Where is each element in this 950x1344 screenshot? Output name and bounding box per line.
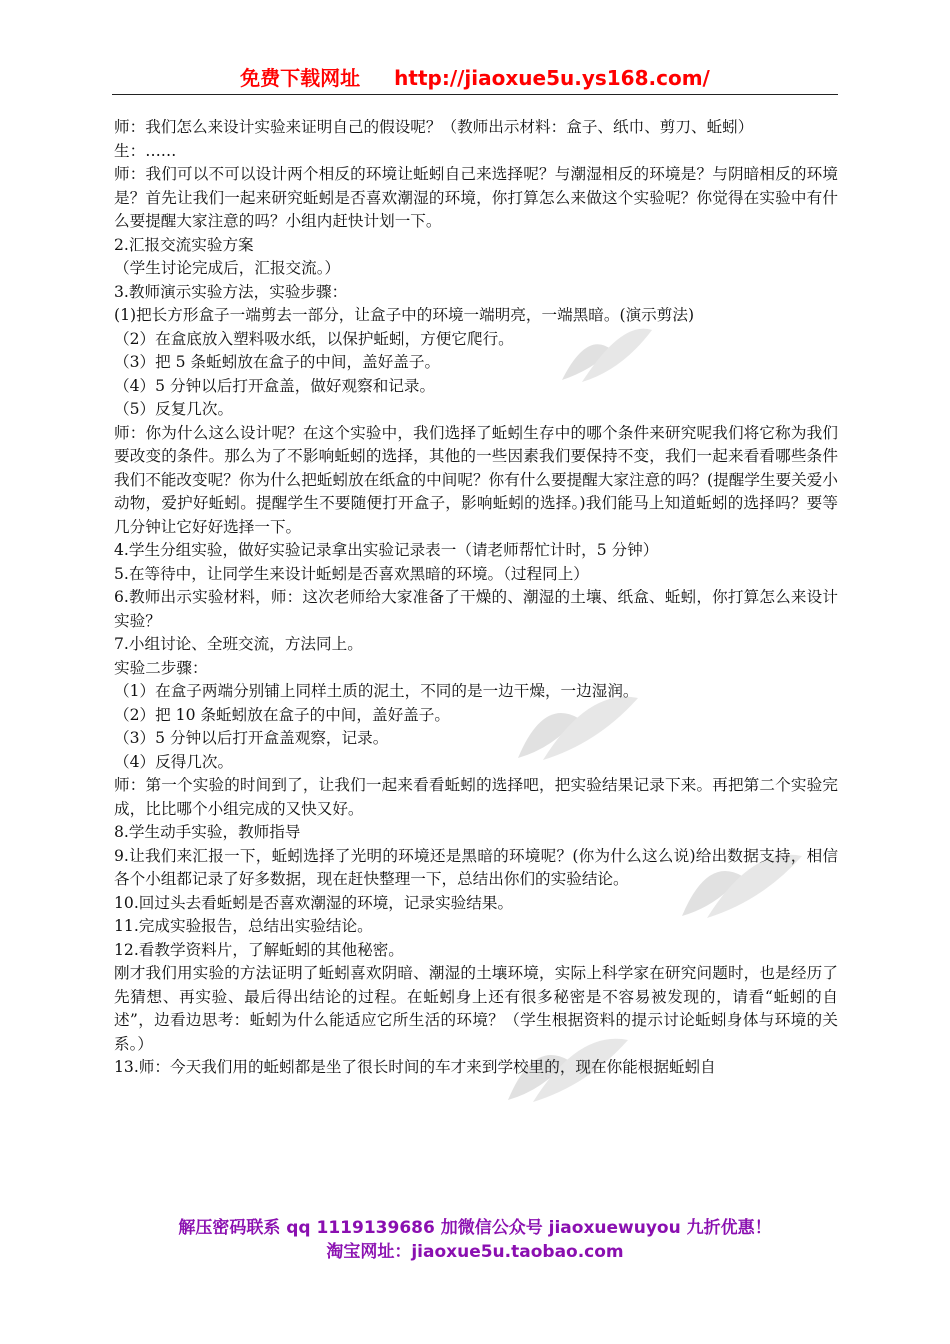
paragraph: 6.教师出示实验材料，师：这次老师给大家准备了干燥的、潮湿的土壤、纸盒、蚯蚓，你打算怎么来设计实验？ xyxy=(114,588,838,630)
paragraph: （2）在盒底放入塑料吸水纸，以保护蚯蚓，方便它爬行。 xyxy=(114,329,514,348)
paragraph: 师：我们可以不可以设计两个相反的环境让蚯蚓自己来选择呢？与潮湿相反的环境是？与阴暗相反的环境是？首先让我们一起来研究蚯蚓是否喜欢潮湿的环境，你打算怎么来做这个实验呢？你觉得在实验中有什么要提醒大家注意的吗？小组内赶快计划一下。 xyxy=(114,165,838,230)
paragraph: 3.教师演示实验方法，实验步骤： xyxy=(114,282,348,301)
paragraph: 实验二步骤： xyxy=(114,658,208,677)
paragraph: 10.回过头去看蚯蚓是否喜欢潮湿的环境，记录实验结果。 xyxy=(114,893,514,912)
header-divider xyxy=(112,94,838,95)
page-header xyxy=(112,64,838,92)
paragraph: 师：我们怎么来设计实验来证明自己的假设呢？（教师出示材料：盒子、纸巾、剪刀、蚯蚓） xyxy=(114,118,754,136)
paragraph: （2）把 10 条蚯蚓放在盒子的中间，盖好盖子。 xyxy=(114,705,450,724)
paragraph: （3）5 分钟以后打开盒盖观察，记录。 xyxy=(114,729,389,747)
paragraph: 9.让我们来汇报一下，蚯蚓选择了光明的环境还是黑暗的环境呢？(你为什么这么说)给出数据支持，相信各个小组都记录了好多数据，现在赶快整理一下，总结出你们的实验结论。 xyxy=(114,846,838,888)
paragraph: （5）反复几次。 xyxy=(114,400,234,418)
header-label: 免费下载网址 xyxy=(240,66,361,90)
paragraph: 2.汇报交流实验方案 xyxy=(114,235,254,254)
paragraph: 刚才我们用实验的方法证明了蚯蚓喜欢阴暗、潮湿的土壤环境，实际上科学家在研究问题时，也是经历了先猜想、再实验、最后得出结论的过程。在蚯蚓身上还有很多秘密是不容易被发现的，请看“蚯蚓的自述”，边看边思考：蚯蚓为什么能适应它所生活的环境？（学生根据资料的提示讨论蚯蚓身体与环境的关系。） xyxy=(114,964,838,1053)
paragraph: 5.在等待中，让同学生来设计蚯蚓是否喜欢黑暗的环境。（过程同上） xyxy=(114,564,589,583)
paragraph: 生：…… xyxy=(114,141,177,160)
paragraph: 12.看教学资料片，了解蚯蚓的其他秘密。 xyxy=(114,940,404,959)
header-url-link[interactable]: http://jiaoxue5u.ys168.com/ xyxy=(394,66,710,90)
paragraph: 师：你为什么这么设计呢？在这个实验中，我们选择了蚯蚓生存中的哪个条件来研究呢我们将它称为我们要改变的条件。那么为了不影响蚯蚓的选择，其他的一些因素我们要保持不变，我们一起来看看哪些条件我们不能改变呢？你为什么把蚯蚓放在纸盒的中间呢？你有什么要提醒大家注意的吗？(提醒学生要关爱小动物，爱护好蚯蚓。提醒学生不要随便打开盒子，影响蚯蚓的选择。)我们能马上知道蚯蚓的选择吗？要等几分钟让它好好选择一下。 xyxy=(114,423,838,536)
paragraph: 4.学生分组实验，做好实验记录拿出实验记录表一（请老师帮忙计时，5 分钟） xyxy=(114,541,659,559)
paragraph: 师：第一个实验的时间到了，让我们一起来看看蚯蚓的选择吧，把实验结果记录下来。再把第二个实验完成，比比哪个小组完成的又快又好。 xyxy=(114,776,838,818)
paragraph: 11.完成实验报告，总结出实验结论。 xyxy=(114,917,373,935)
paragraph: 8.学生动手实验，教师指导 xyxy=(114,823,301,841)
paragraph: （3）把 5 条蚯蚓放在盒子的中间，盖好盖子。 xyxy=(114,353,441,371)
footer-shop-link[interactable]: 淘宝网址：jiaoxue5u.taobao.com xyxy=(326,1242,624,1262)
paragraph: （学生讨论完成后，汇报交流。） xyxy=(114,259,341,277)
footer-contact: 解压密码联系 qq 1119139686 加微信公众号 jiaoxuewuyou 九折优惠！ xyxy=(178,1218,772,1238)
paragraph: （4）5 分钟以后打开盒盖，做好观察和记录。 xyxy=(114,376,436,395)
document-body xyxy=(114,116,838,1080)
paragraph: 7.小组讨论、全班交流，方法同上。 xyxy=(114,635,363,653)
paragraph: 13.师：今天我们用的蚯蚓都是坐了很长时间的车才来到学校里的，现在你能根据蚯蚓自 xyxy=(114,1058,716,1076)
paragraph: （4）反得几次。 xyxy=(114,752,234,771)
paragraph: (1)把长方形盒子一端剪去一部分，让盒子中的环境一端明亮，一端黑暗。(演示剪法) xyxy=(114,306,695,324)
paragraph: （1）在盒子两端分别铺上同样土质的泥土，不同的是一边干燥，一边湿润。 xyxy=(114,682,639,700)
